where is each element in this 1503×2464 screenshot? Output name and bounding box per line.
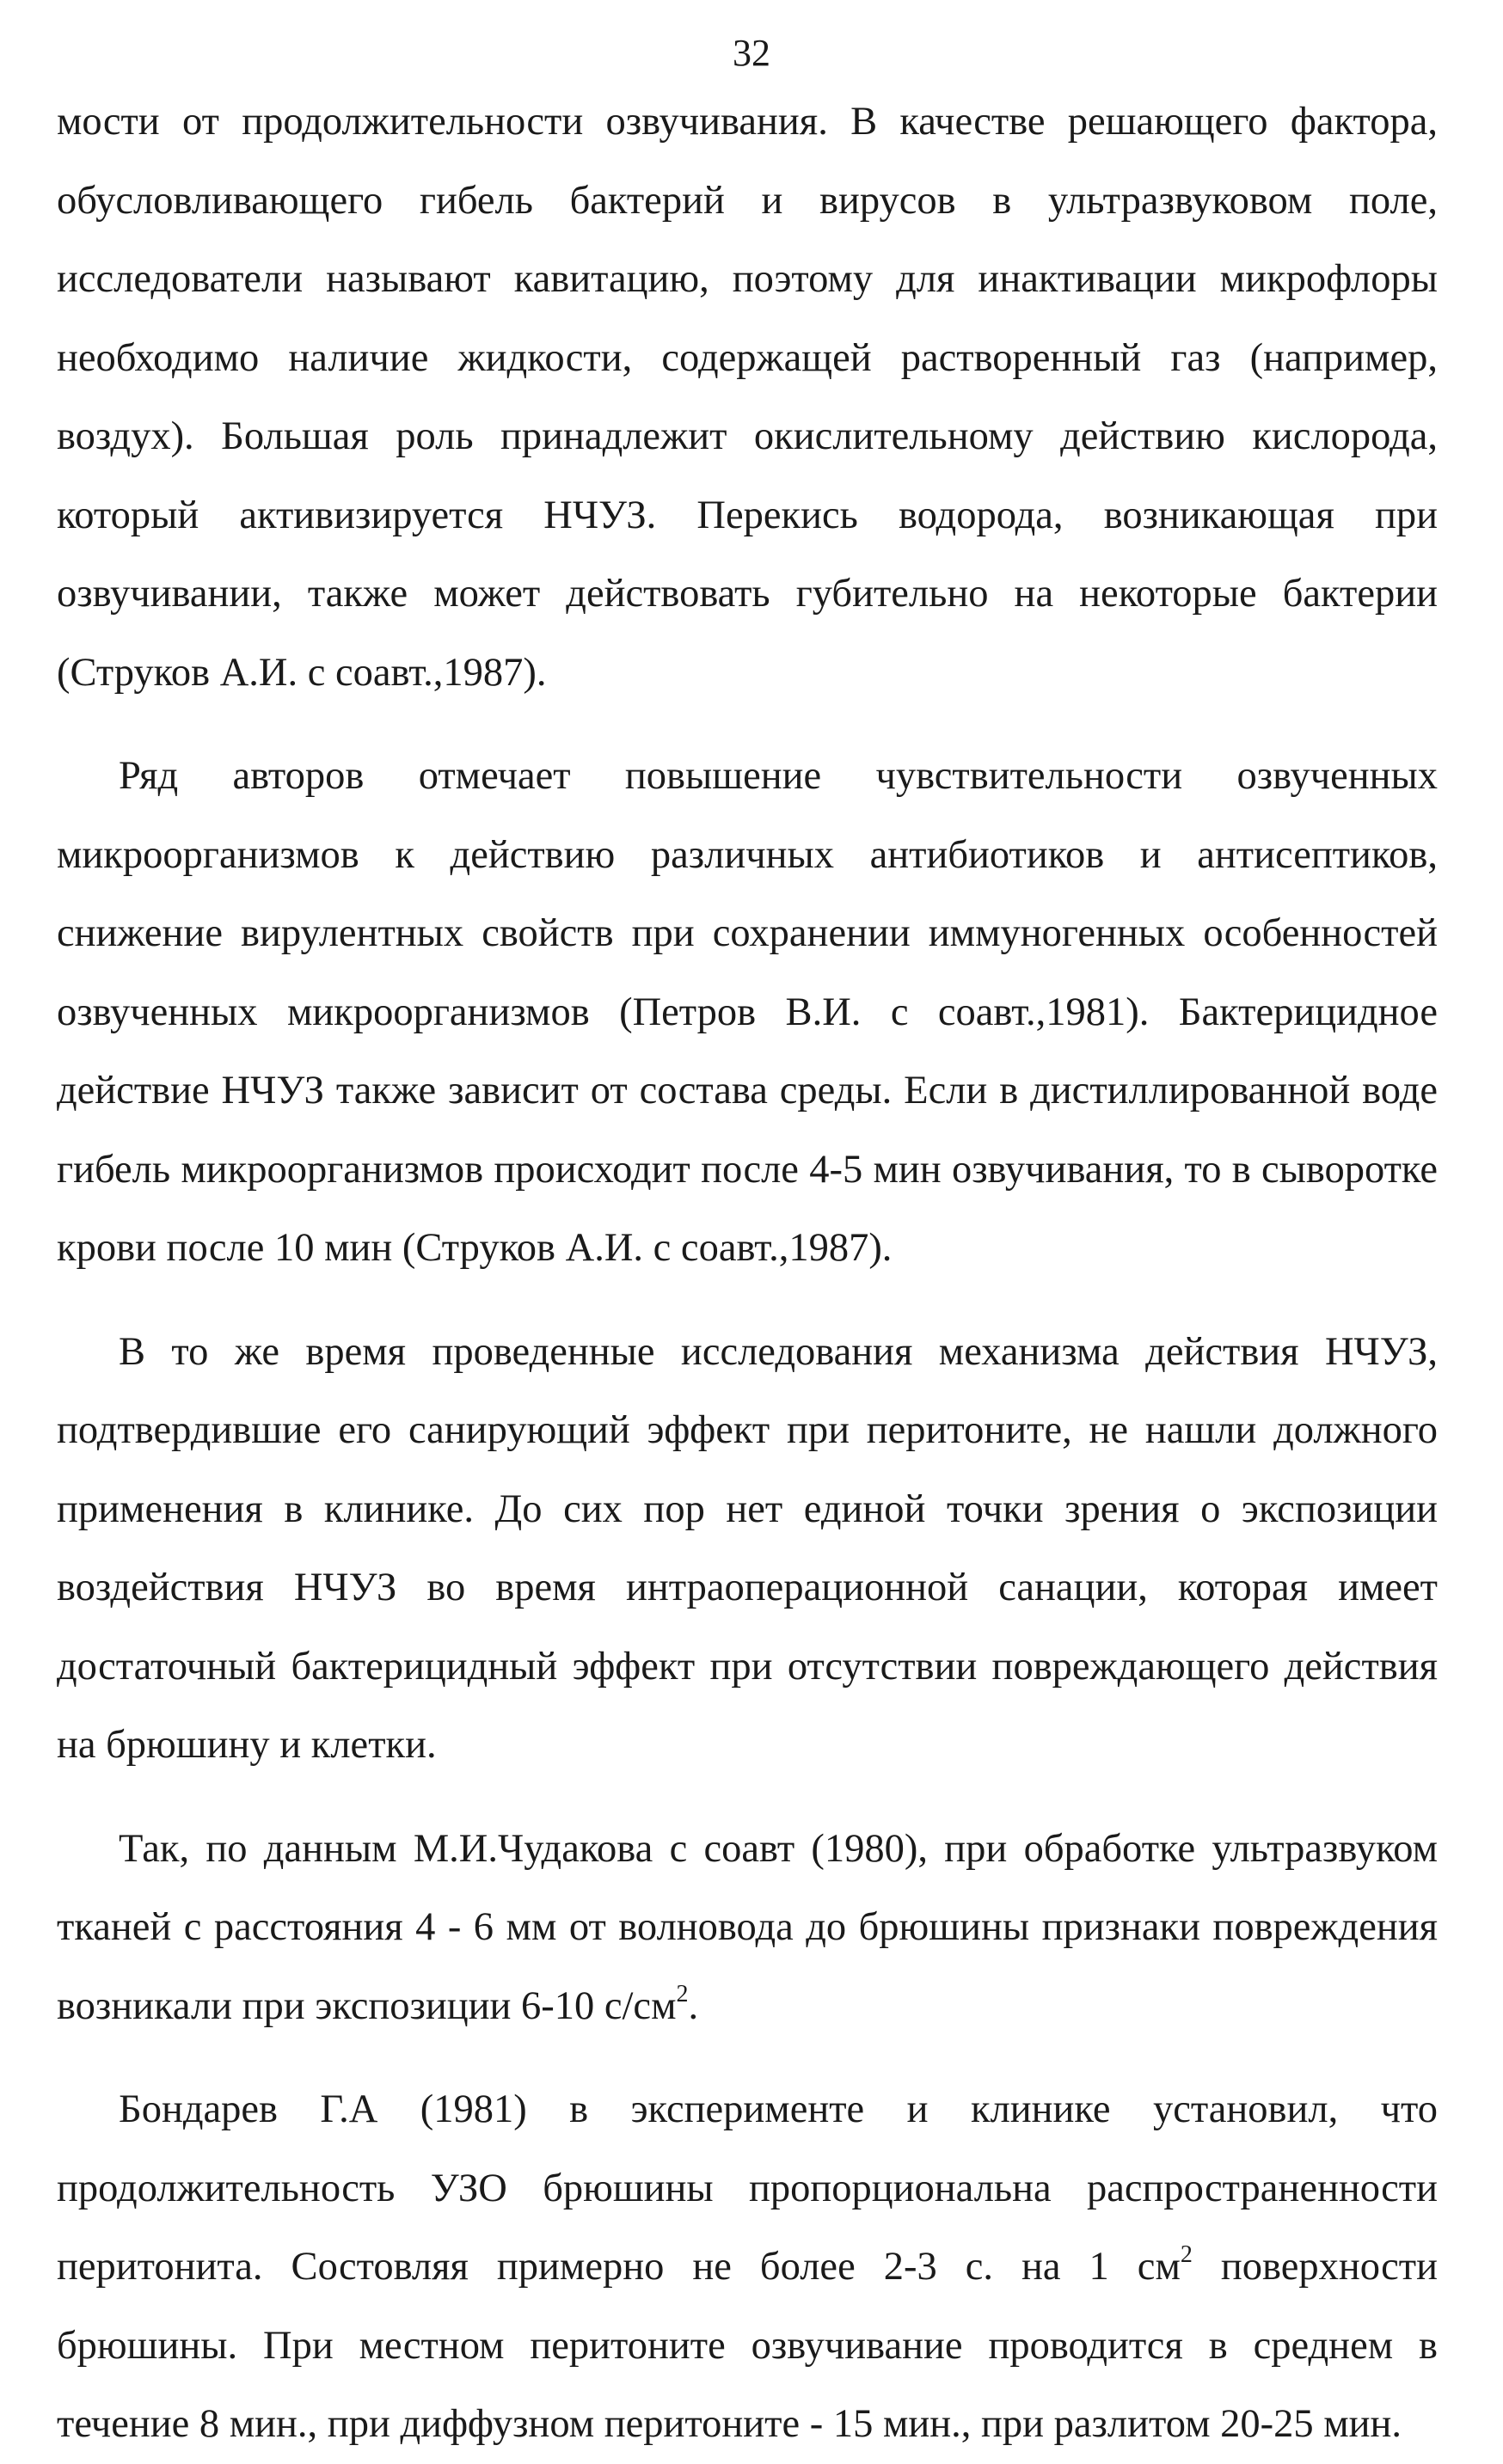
paragraph-text: Так, по данным М.И.Чудакова с соавт (1980), при обработке ультразвуком тканей с расстояния 4 - 6 мм от волновода до брюшины признаки повреждения возникали при экспозиции 6-10 с/см bbox=[57, 1826, 1438, 2028]
paragraph-mechanism-research: В то же время проведенные исследования механизма действия НЧУЗ, подтвердившие его санирующий эффект при перитоните, не нашли должного применения в клинике. До сих пор нет единой точки зрения о экспозиции воздействия НЧУЗ во время интраоперационной санации, которая имеет достаточный бактерицидный эффект при отсутствии повреждающего действия на брюшину и клетки. bbox=[57, 1329, 1438, 1767]
paragraph-text: Бондарев Г.А (1981) в эксперименте и клинике установил, что продолжительность УЗО брюшины пропорциональна распространенности перитонита. Состовляя примерно не более 2-3 с. на 1 см bbox=[57, 2087, 1438, 2289]
paragraph-antibiotic-sensitivity: Ряд авторов отмечает повышение чувствительности озвученных микроорганизмов к действию различных антибиотиков и антисептиков, снижение вирулентных свойств при сохранении иммуногенных особенностей озвученных микроорганизмов (Петров В.И. с соавт.,1981). Бактерицидное действие НЧУЗ также зависит от состава среды. Если в дистиллированной воде гибель микроорганизмов происходит после 4-5 мин озвучивания, то в сыворотке крови после 10 мин (Струков А.И. с соавт.,1987). bbox=[57, 754, 1438, 1270]
paragraph-bondarev-data bbox=[57, 2070, 1438, 2464]
body-text bbox=[57, 83, 1438, 2464]
paragraph-text: . bbox=[688, 1983, 699, 2028]
paragraph-chudakov-data bbox=[57, 1810, 1438, 2046]
superscript: 2 bbox=[1180, 2241, 1193, 2268]
paragraph-continuation: мости от продолжительности озвучивания. В качестве решающего фактора, обусловливающего гибель бактерий и вирусов в ультразвуковом поле, исследователи называют кавитацию, поэтому для инактивации микрофлоры необходимо наличие жидкости, содержащей растворенный газ (например, воздух). Большая роль принадлежит окислительному действию кислорода, который активизируется НЧУЗ. Перекись водорода, возникающая при озвучивании, также может действовать губительно на некоторые бактерии (Струков А.И. с соавт.,1987). bbox=[57, 100, 1438, 695]
superscript: 2 bbox=[676, 1980, 689, 2007]
paragraph-text: поверхности брюшины. При местном перитоните озвучивание проводится в среднем в течение 8 мин., при диффузном перитоните - 15 мин., при разлитом 20-25 мин. bbox=[57, 2245, 1438, 2446]
page-number: 32 bbox=[733, 32, 770, 74]
